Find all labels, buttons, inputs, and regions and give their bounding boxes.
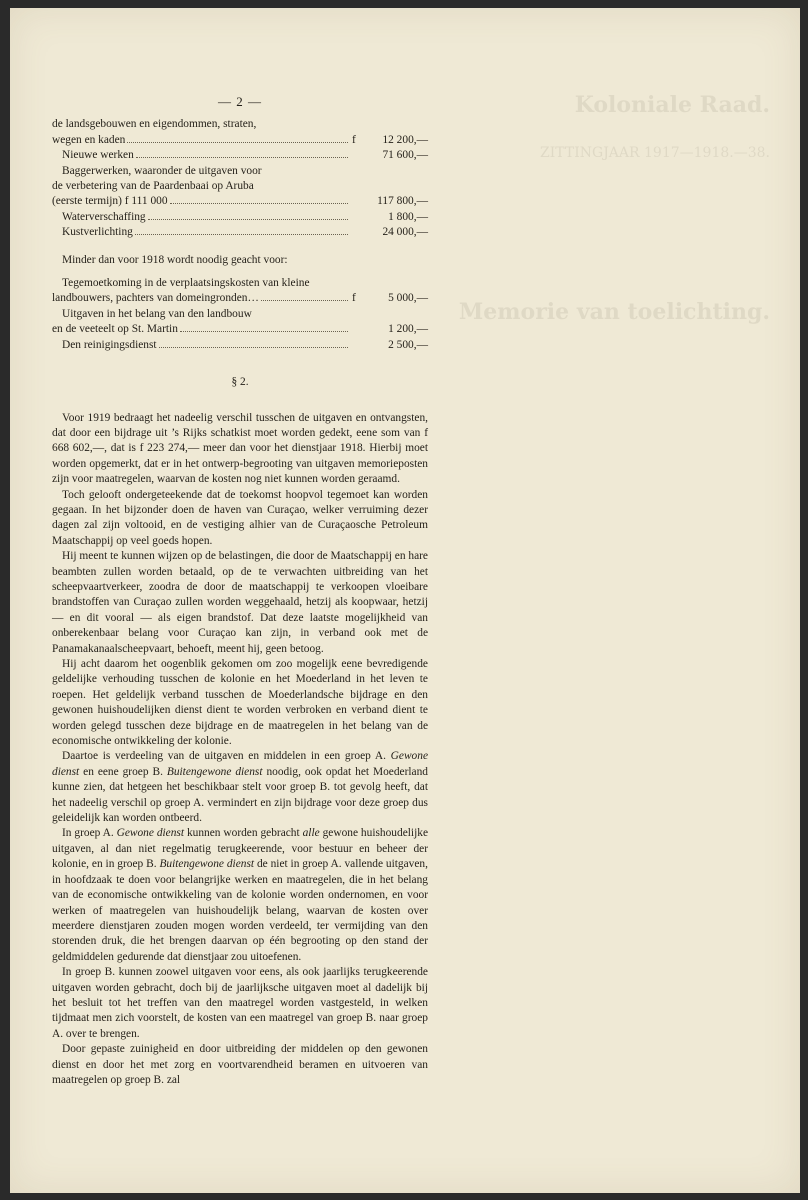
budget-row-amount: 1 800,—: [388, 210, 428, 223]
text-run: en eene groep B.: [79, 765, 167, 778]
tegemoet-line: Tegemoetkoming in de verplaatsingskosten van kleine: [62, 277, 310, 290]
italic-term: Buitengewone dienst: [159, 858, 255, 871]
bleed-line-2: ZITTINGJAAR 1917—1918.—38.: [540, 145, 770, 161]
budget-row-label: Kustverlichting: [62, 226, 133, 239]
bleed-line-1: Koloniale Raad.: [574, 92, 770, 118]
budget-row: [52, 194, 428, 209]
budget-row-label: Nieuwe werken: [62, 149, 134, 162]
text-run: Daartoe is verdeeling van de uitgaven en middelen in een groep A.: [62, 750, 391, 763]
bleed-line-3: Memorie van toelichting.: [458, 299, 770, 325]
page-content: [52, 94, 428, 1088]
budget-row-amount: 71 600,—: [382, 149, 428, 162]
text-run: In groep A.: [62, 827, 117, 840]
budget-list-4: [52, 322, 428, 353]
section-heading: § 2.: [231, 376, 249, 389]
body-text: [52, 411, 428, 1089]
budget-row: [52, 210, 428, 225]
leader-dots: [261, 300, 348, 301]
budget-row-label: wegen en kaden: [52, 133, 126, 146]
budget-row-label: en de veeteelt op St. Martin: [52, 323, 178, 336]
minder-heading: Minder dan voor 1918 wordt noodig geacht voor:: [62, 253, 288, 266]
budget-row-amount: 1 200,—: [388, 323, 428, 336]
budget-list-1: [52, 133, 428, 164]
budget-row-amount: 24 000,—: [382, 226, 428, 239]
bleed-through-text: [450, 68, 770, 368]
paragraph: Door gepaste zuinigheid en door uitbreiding der middelen op den gewonen dienst en door het met zorg en voortvarendheid beramen en uitvoeren van maatregelen op groep B. zal: [52, 1043, 428, 1086]
paragraph: In groep B. kunnen zoowel uitgaven voor eens, als ook jaarlijks terugkeerende uitgaven worden gebracht, doch bij de jaarlijksche uitgaven moet al dadelijk bij het besluit tot het treffen van den maatregel worden vastgesteld, in welken tijdmaat men zich voorstelt, de kosten van een maatregel van groep B. naar groep A. over te brengen.: [52, 966, 428, 1040]
budget-row-label: (eerste termijn) f 111 000: [52, 195, 168, 208]
currency-prefix: f: [352, 292, 356, 305]
bagger-line-1: Baggerwerken, waaronder de uitgaven voor: [62, 164, 262, 177]
budget-row-amount: 2 500,—: [388, 338, 428, 351]
leader-dots: [159, 347, 348, 348]
budget-row: [52, 148, 428, 163]
leader-dots: [136, 157, 348, 158]
budget-row-amount: 117 800,—: [377, 195, 428, 208]
text-run: noodig, ook opdat het Moederland kunne zien, dat hetgeen het beschikbaar stelt voor groep B. tot gevolg heeft, dat het nadeelig verschil op groep A. vermindert en zijn bijdrage voor deze groep dus geleidelijk kan worden ontbeerd.: [52, 765, 428, 825]
intro-line: de landsgebouwen en eigendommen, straten,: [52, 118, 257, 131]
budget-row-label: landbouwers, pachters van domeingronden…: [52, 292, 259, 305]
page-number: — 2 —: [218, 94, 262, 109]
paragraph: [52, 749, 428, 826]
paragraph: Voor 1919 bedraagt het nadeelig verschil tusschen de uitgaven en ontvangsten, dat door een bijdrage uit ’s Rijks schatkist moet worden gedekt, eene som van f 668 602,—, dat is f 223 274,— meer dan voor het dienstjaar 1918. Hierbij moet worden opgemerkt, dat er in het ontwerp-begrooting van uitgaven memorieposten zijn voor maatregelen, waarvan de kosten nog niet kunnen worden geraamd.: [52, 411, 428, 486]
leader-dots: [127, 142, 348, 143]
document-page: [10, 8, 800, 1193]
leader-dots: [180, 331, 348, 332]
text-run: kunnen worden gebracht: [184, 827, 303, 840]
budget-row: [52, 338, 428, 353]
budget-row: [52, 133, 428, 148]
budget-row-amount: 12 200,—: [382, 133, 428, 146]
paragraph: Hij meent te kunnen wijzen op de belastingen, die door de Maatschappij en hare beambten zullen worden betaald, op de te verwachten uitbreiding van het scheepvaartverkeer, zoodra de door de maatschappij te verkoopen vloeibare brandstoffen van Curaçao zullen worden weggehaald, hetzij als koopwaar, hetzij — en dit vooral — als eigen brandstof. Dat deze laatste mogelijkheid van onberekenbaar belang voor Curaçao kan zijn, in verband ook met de Panamakanaalscheepvaart, behoeft, meent hij, geen betoog.: [52, 550, 428, 655]
leader-dots: [148, 219, 348, 220]
budget-row-amount: 5 000,—: [388, 292, 428, 305]
text-run: gewone huishoudelijke uitgaven, al dan niet regelmatig terugkeerende, voor bestuur en beheer der kolonie, en in groep B.: [52, 827, 428, 871]
leader-dots: [170, 203, 348, 204]
italic-term: Gewone dienst: [52, 750, 428, 778]
italic-term: alle: [302, 827, 320, 840]
budget-row: [52, 322, 428, 337]
italic-term: Gewone dienst: [116, 827, 185, 840]
bagger-line-2: de verbetering van de Paardenbaai op Aruba: [52, 180, 254, 193]
uitgaven-line: Uitgaven in het belang van den landbouw: [62, 307, 252, 320]
text-run: de niet in groep A. vallende uitgaven, in hoofdzaak te doen voor belangrijke werken en maatregelen, die in het belang van de economische ontwikkeling van de kolonie worden ondernomen, en voor werken of maatregelen van huishoudelijk belang, waarvan de kosten over meerdere dienstjaren zouden mogen worden verdeeld, ter vermijding van den storenden druk, die het brengen daarvan op één begrooting op den stand der geldmiddelen gedurende dat dienstjaar zou uitoefenen.: [52, 858, 428, 963]
budget-row: [52, 291, 428, 306]
paragraph: [52, 826, 428, 965]
budget-row-label: Den reinigingsdienst: [62, 338, 157, 351]
paragraph: Hij acht daarom het oogenblik gekomen om zoo mogelijk eene bevredigende geldelijke verhouding tusschen de kolonie en het Moederland in het leven te roepen. Het geldelijk verband tusschen de Moederlandsche bijdrage en den gewonen huishoudelijken dienst dient te worden verbroken en verband dient te worden gelegd tusschen deze bijdrage en de maatregelen in het belang van de economische ontwikkeling der kolonie.: [52, 658, 428, 748]
leader-dots: [135, 234, 348, 235]
italic-term: Buitengewone dienst: [166, 765, 263, 778]
budget-list-2: [52, 194, 428, 240]
budget-row-label: Waterverschaffing: [62, 210, 146, 223]
paragraph: Toch gelooft ondergeteekende dat de toekomst hoopvol tegemoet kan worden gegaan. In het bijzonder doen de haven van Curaçao, welker verruiming dezer dagen zal zijn voltooid, en de vestiging alhier van de Curaçaosche Petroleum Maatschappij op veel goeds hopen.: [52, 488, 428, 547]
currency-prefix: f: [352, 133, 356, 146]
budget-list-3: [52, 291, 428, 306]
budget-row: [52, 225, 428, 240]
